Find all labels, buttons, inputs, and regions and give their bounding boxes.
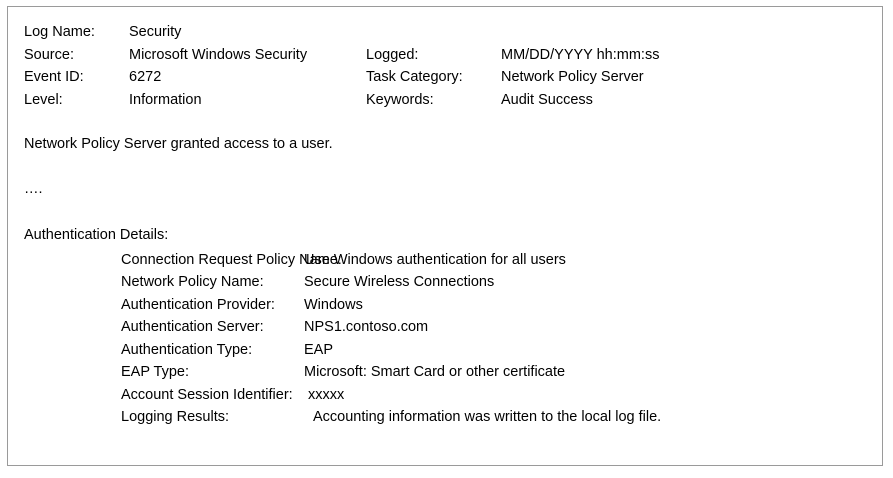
logging-results-label: Logging Results: [121, 409, 230, 425]
eap-type-label: EAP Type: [121, 364, 189, 380]
detail-row [24, 406, 866, 429]
authentication-provider-label: Authentication Provider: [121, 296, 275, 313]
eap-type-value: Microsoft: Smart Card or other certificate [304, 364, 566, 380]
task-category-label: Task Category: [366, 69, 463, 85]
detail-row [24, 271, 866, 294]
task-category-value: Network Policy Server [501, 69, 644, 85]
authentication-details-heading: Authentication Details: [24, 227, 169, 243]
keywords-label: Keywords: [366, 91, 434, 108]
detail-row [24, 384, 866, 407]
source-value: Microsoft Windows Security [129, 46, 308, 63]
authentication-server-label: Authentication Server: [121, 319, 264, 335]
log-name-value: Security [129, 24, 182, 40]
logged-label: Logged: [366, 46, 419, 63]
detail-row [24, 361, 866, 384]
connection-request-policy-name-label: Connection Request Policy Name: [121, 251, 342, 268]
authentication-type-value: EAP [304, 341, 334, 358]
connection-request-policy-name-value: Use Windows authentication for all users [304, 251, 566, 268]
detail-row [24, 316, 866, 339]
level-label: Level: [24, 91, 63, 108]
event-description: Network Policy Server granted access to a user. [24, 136, 333, 152]
detail-row [24, 339, 866, 362]
event-header-grid [24, 21, 866, 111]
logging-results-value: Accounting information was written to the local log file. [313, 409, 662, 425]
source-label: Source: [24, 46, 74, 63]
event-header-row [24, 44, 866, 67]
detail-row [24, 249, 866, 272]
keywords-value: Audit Success [501, 91, 593, 108]
event-truncation-ellipsis: …. [24, 180, 43, 197]
event-header-row [24, 21, 866, 44]
event-header-row [24, 89, 866, 112]
event-header-row [24, 66, 866, 89]
authentication-details-list [24, 249, 866, 429]
network-policy-name-value: Secure Wireless Connections [304, 274, 495, 290]
logged-value: MM/DD/YYYY hh:mm:ss [501, 46, 660, 63]
account-session-identifier-value: xxxxx [308, 386, 345, 403]
event-id-value: 6272 [129, 69, 162, 85]
authentication-server-value: NPS1.contoso.com [304, 319, 429, 335]
authentication-provider-value: Windows [304, 296, 363, 313]
network-policy-name-label: Network Policy Name: [121, 274, 264, 290]
level-value: Information [129, 91, 202, 108]
event-details-panel [7, 6, 883, 466]
detail-row [24, 294, 866, 317]
event-id-label: Event ID: [24, 69, 84, 85]
account-session-identifier-label: Account Session Identifier: [121, 386, 293, 403]
authentication-type-label: Authentication Type: [121, 341, 253, 358]
log-name-label: Log Name: [24, 24, 95, 40]
